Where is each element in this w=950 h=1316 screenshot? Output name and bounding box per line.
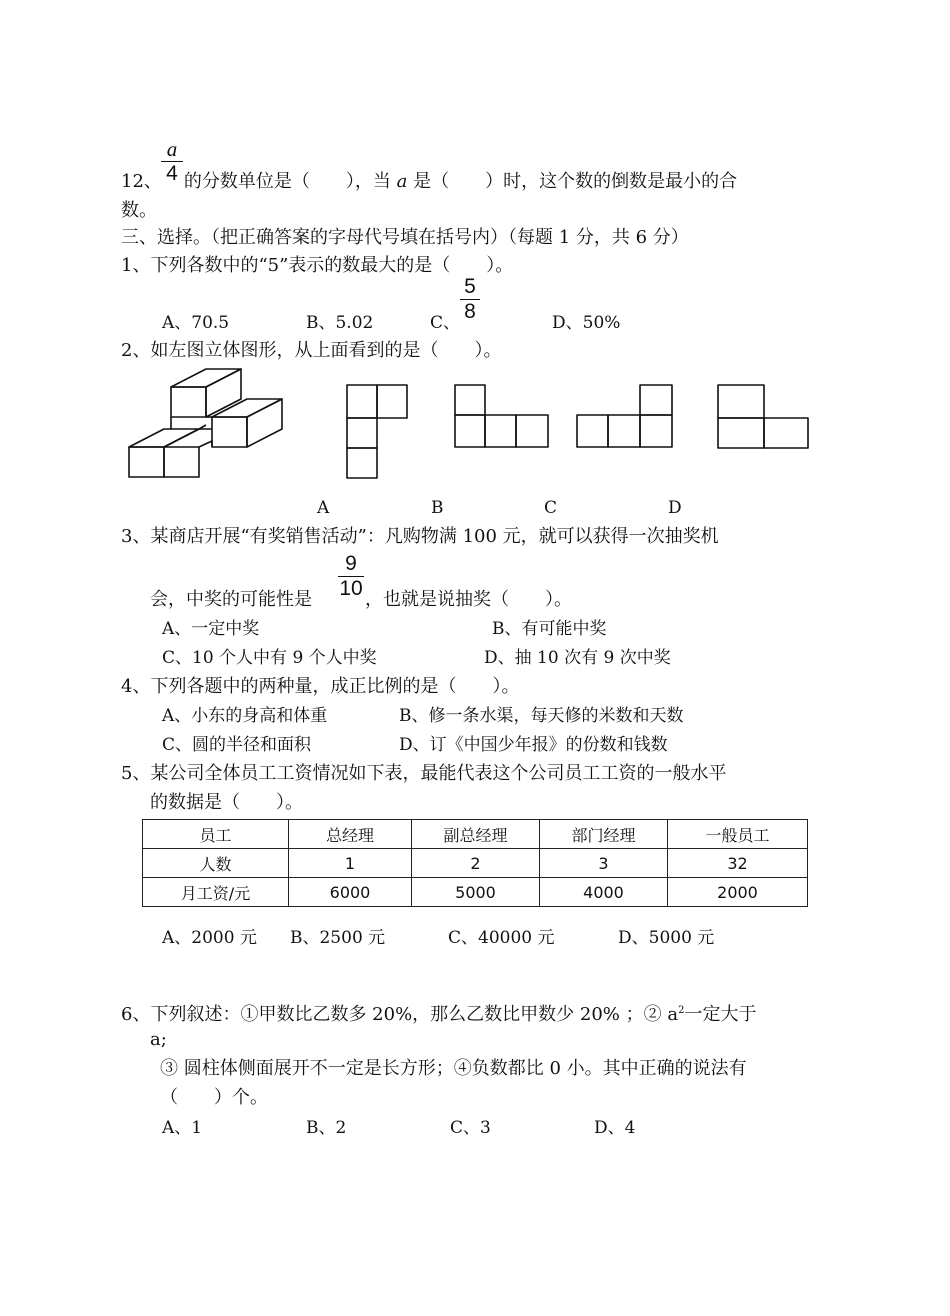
table-cell: 员工 [143, 820, 289, 849]
table-cell: 人数 [143, 849, 289, 878]
table-cell: 一般员工 [668, 820, 808, 849]
table-row [143, 849, 808, 878]
section-3-heading: 三、选择。（把正确答案的字母代号填在括号内）（每题 1 分，共 6 分） [121, 227, 689, 248]
q2-label-b: B [431, 498, 444, 518]
q12-continuation: 数。 [121, 200, 157, 221]
q2-label-a: A [317, 498, 330, 518]
q2-stem: 2、如左图立体图形，从上面看到的是（ ）。 [121, 340, 502, 361]
table-row [143, 878, 808, 907]
q12-variable: a [396, 171, 408, 192]
option-d-figure [718, 385, 808, 448]
q12-text: 的分数单位是（ ），当 [183, 171, 391, 192]
q3-line-2-post: ，也就是说抽奖（ ）。 [365, 589, 572, 610]
table-cell: 部门经理 [540, 820, 668, 849]
q3-option-b: B、有可能中奖 [492, 619, 607, 639]
table-cell: 6000 [289, 878, 412, 907]
q1-option-a: A、70.5 [162, 313, 230, 333]
q6-stem [121, 1000, 756, 1026]
q3-fraction-numerator: 9 [345, 552, 357, 575]
q5-option-d: D、5000 元 [618, 928, 715, 948]
q3-option-c: C、10 个人中有 9 个人中奖 [162, 648, 377, 668]
q12-number: 12、 [121, 171, 162, 192]
q6-line-3: ③ 圆柱体侧面展开不一定是长方形；④负数都比 0 小。其中正确的说法有 [160, 1058, 747, 1079]
option-a-figure [347, 385, 407, 478]
q1-option-c-fraction [460, 276, 480, 323]
table-cell: 32 [668, 849, 808, 878]
q6-option-a: A、1 [162, 1118, 203, 1138]
q4-option-c: C、圆的半径和面积 [162, 735, 312, 755]
table-row [143, 820, 808, 849]
cube-solid-figure [129, 369, 282, 477]
q6-option-b: B、2 [306, 1118, 347, 1138]
table-cell: 副总经理 [412, 820, 540, 849]
q2-label-d: D [668, 498, 682, 518]
q12-line [121, 171, 737, 193]
q5-stem-2: 的数据是（ ）。 [150, 792, 303, 813]
q1-option-c-denominator: 8 [464, 300, 476, 323]
option-c-figure [577, 385, 672, 447]
table-cell: 4000 [540, 878, 668, 907]
q1-option-c-numerator: 5 [464, 275, 476, 298]
q6-option-d: D、4 [594, 1118, 636, 1138]
q12-fraction-numerator: a [166, 137, 178, 161]
wage-table [142, 819, 808, 907]
q5-option-a: A、2000 元 [162, 928, 257, 948]
q4-option-b: B、修一条水渠，每天修的米数和天数 [399, 706, 684, 726]
q5-option-b: B、2500 元 [290, 928, 386, 948]
table-cell: 3 [540, 849, 668, 878]
q6-option-c: C、3 [450, 1118, 491, 1138]
q3-option-d: D、抽 10 次有 9 次中奖 [484, 648, 671, 668]
q6-stem-text: 6、下列叙述：①甲数比乙数多 20%，那么乙数比甲数少 20% ；② a [121, 1004, 679, 1025]
q6-superscript: 2 [678, 1005, 685, 1016]
q6-stem-tail: 一定大于 [684, 1004, 757, 1025]
q4-stem: 4、下列各题中的两种量，成正比例的是（ ）。 [121, 676, 520, 697]
table-cell: 5000 [412, 878, 540, 907]
q6-line-4: （ ）个。 [160, 1087, 268, 1108]
q1-option-b: B、5.02 [306, 313, 374, 333]
table-cell: 2000 [668, 878, 808, 907]
q4-option-a: A、小东的身高和体重 [162, 706, 328, 726]
q1-stem: 1、下列各数中的“5”表示的数最大的是（ ）。 [121, 255, 514, 276]
q1-option-c-prefix: C、 [430, 313, 461, 333]
q3-fraction-denominator: 10 [339, 577, 363, 600]
table-cell: 1 [289, 849, 412, 878]
option-b-figure [455, 385, 548, 447]
table-cell: 月工资/元 [143, 878, 289, 907]
table-cell: 总经理 [289, 820, 412, 849]
q1-option-d: D、50% [552, 313, 621, 333]
table-cell: 2 [412, 849, 540, 878]
q2-label-c: C [544, 498, 558, 518]
q12-text-2: 是（ ）时，这个数的倒数是最小的合 [413, 171, 738, 192]
q4-option-d: D、订《中国少年报》的份数和钱数 [399, 735, 668, 755]
q3-stem: 3、某商店开展“有奖销售活动”：凡购物满 100 元，就可以获得一次抽奖机 [121, 526, 719, 547]
q3-fraction [338, 553, 364, 600]
q5-option-c: C、40000 元 [448, 928, 555, 948]
q3-line-2-pre: 会，中奖的可能性是 [150, 589, 312, 610]
q6-continuation: a; [150, 1029, 167, 1050]
q2-figures [0, 365, 950, 505]
q12-fraction-denominator: 4 [166, 162, 178, 185]
q3-option-a: A、一定中奖 [162, 619, 260, 639]
q5-stem: 5、某公司全体员工工资情况如下表，最能代表这个公司员工工资的一般水平 [121, 763, 727, 784]
